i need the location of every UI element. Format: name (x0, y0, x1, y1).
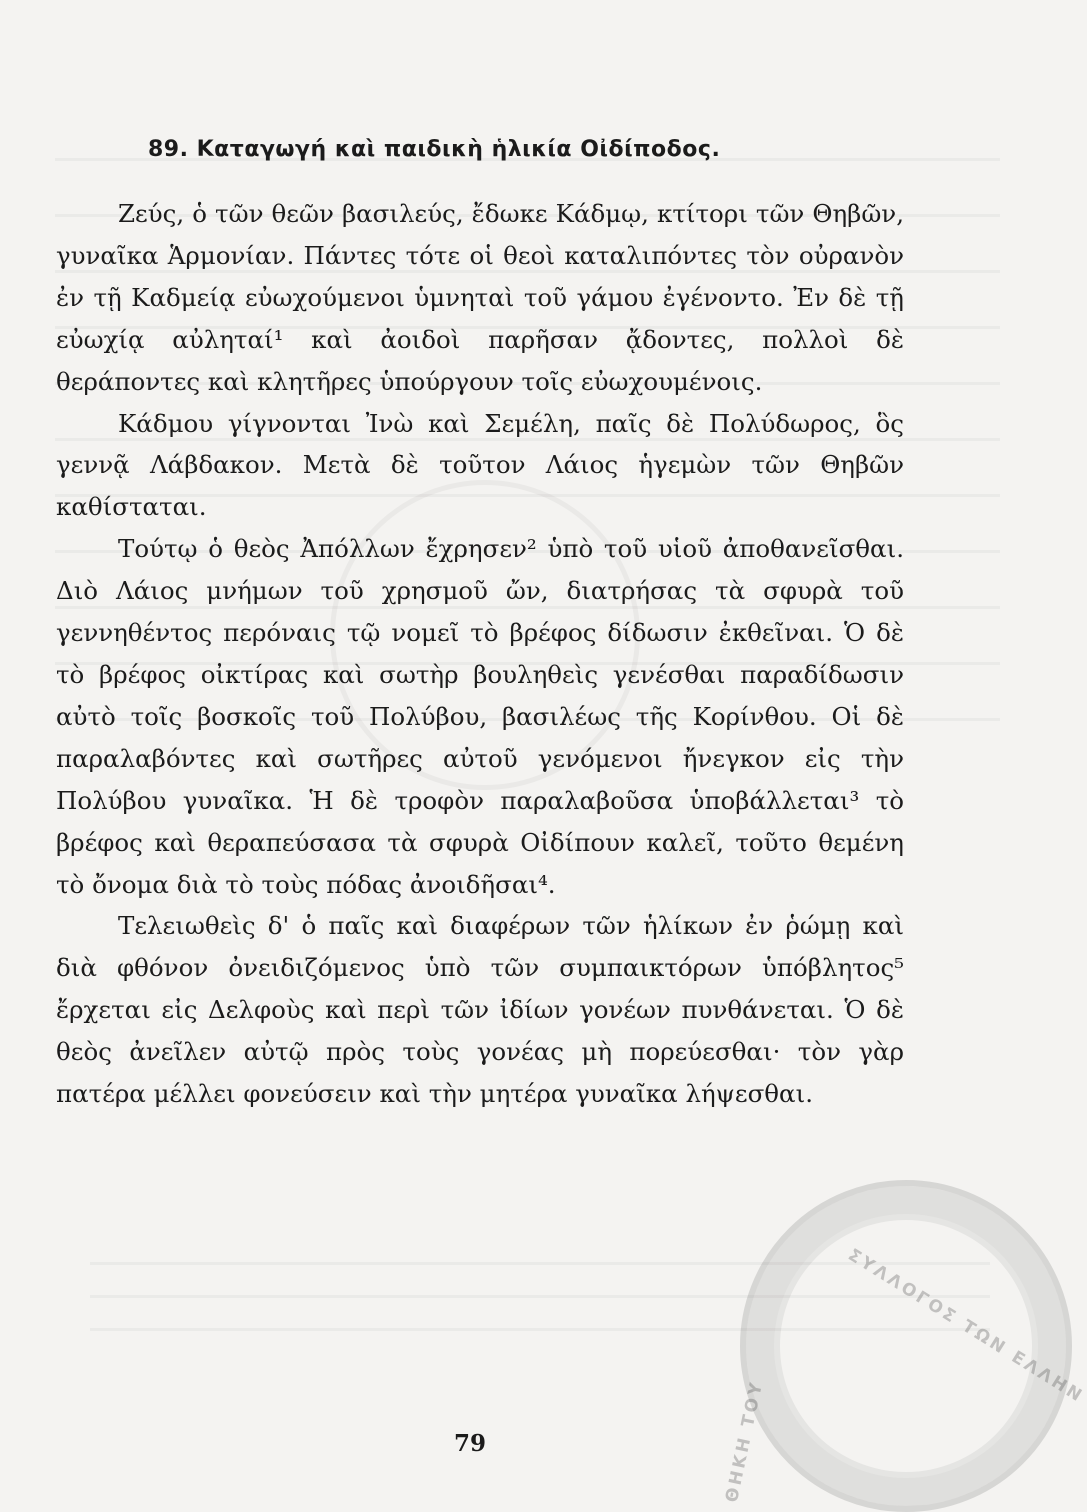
library-stamp-text-left: ΘΗΚΗ ΤΟΥ (722, 1378, 768, 1505)
paragraph-1: Ζεύς, ὁ τῶν θεῶν βασιλεύς, ἔδωκε Κάδμῳ, κτίτορι τῶν Θηβῶν, γυναῖκα Ἁρμονίαν. Πάντες τότε οἱ θεοὶ καταλιπόντες τὸν οὐρανὸν ἐν τῇ Καδμείᾳ εὐωχούμενοι ὑμνηταὶ τοῦ γάμου ἐγένοντο. Ἐν δὲ τῇ εὐωχίᾳ αὐληταί¹ καὶ ἀοιδοὶ παρῆσαν ᾄδοντες, πολλοὶ δὲ θεράποντες καὶ κλητῆρες ὑπούργουν τοῖς εὐωχουμένοις. (56, 199, 904, 396)
library-stamp (740, 1180, 1072, 1512)
paragraph-3: Τούτῳ ὁ θεὸς Ἀπόλλων ἔχρησεν² ὑπὸ τοῦ υἱοῦ ἀποθανεῖσθαι. Διὸ Λάιος μνήμων τοῦ χρησμοῦ ὤν, διατρήσας τὰ σφυρὰ τοῦ γεννηθέντος περόναις τῷ νομεῖ τὸ βρέφος δίδωσιν ἐκθεῖναι. Ὁ δὲ τὸ βρέφος οἰκτίρας καὶ σωτὴρ βουληθεὶς γενέσθαι παραδίδωσιν αὐτὸ τοῖς βοσκοῖς τοῦ Πολύβου, βασιλέως τῆς Κορίνθου. Οἱ δὲ παραλαβόντες καὶ σωτῆρες αὐτοῦ γενόμενοι ἤνεγκον εἰς τὴν Πολύβου γυναῖκα. Ἡ δὲ τροφὸν παραλαβοῦσα ὑποβάλλεται³ τὸ βρέφος καὶ θεραπεύσασα τὰ σφυρὰ Οἰδίπουν καλεῖ, τοῦτο θεμένη τὸ ὄνομα διὰ τὸ τοὺς πόδας ἀνοιδῆσαι⁴. (56, 534, 904, 899)
paragraph-4: Τελειωθεὶς δ' ὁ παῖς καὶ διαφέρων τῶν ἡλίκων ἐν ῥώμῃ καὶ διὰ φθόνον ὀνειδιζόμενος ὑπὸ τῶν συμπαικτόρων ὑπόβλητος⁵ ἔρχεται εἰς Δελφοὺς καὶ περὶ τῶν ἰδίων γονέων πυνθάνεται. Ὁ δὲ θεὸς ἀνεῖλεν αὐτῷ πρὸς τοὺς γονέας μὴ πορεύεσθαι· τὸν γὰρ πατέρα μέλλει φονεύσειν καὶ τὴν μητέρα γυναῖκα λήψεσθαι. (56, 911, 904, 1109)
paragraph-2: Κάδμου γίγνονται Ἰνὼ καὶ Σεμέλη, παῖς δὲ Πολύδωρος, ὃς γεννᾷ Λάβδακον. Μετὰ δὲ τοῦτον Λάιος ἡγεμὼν τῶν Θηβῶν καθίσταται. (56, 408, 904, 522)
chapter-heading: 89. Καταγωγή καὶ παιδικὴ ἡλικία Οἰδίποδος. (148, 137, 721, 162)
page-number: 79 (453, 1430, 486, 1457)
library-stamp-text-right: ΣΥΛΛΟΓΟΣ ΤΩΝ ΕΛΛΗΝ (844, 1245, 1087, 1408)
chapter-body (56, 193, 904, 1115)
